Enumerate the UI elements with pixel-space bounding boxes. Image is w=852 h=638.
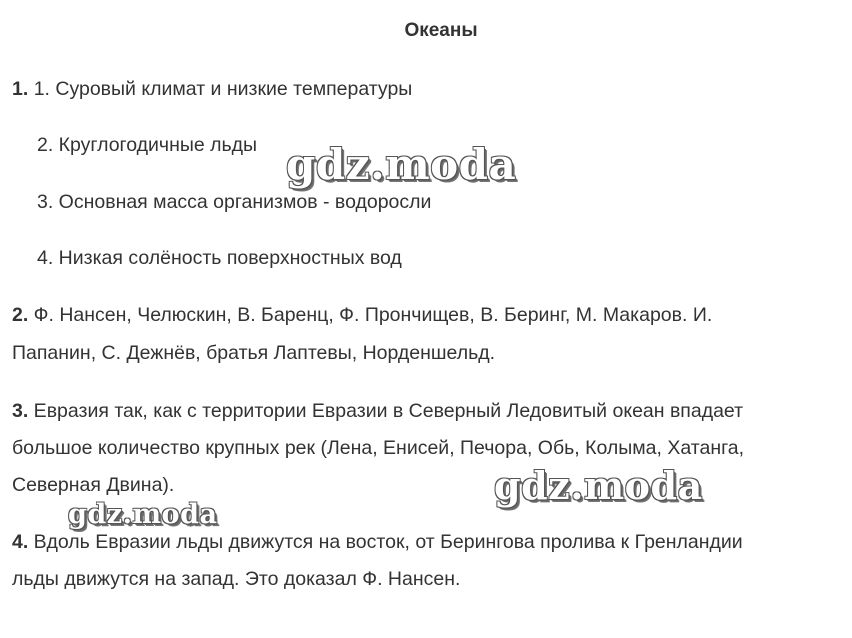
answer-3-number: 3.	[12, 400, 29, 422]
answer-2-line-1	[12, 303, 712, 327]
answer-4-number: 4.	[12, 531, 29, 553]
answer-2-line-2: Папанин, С. Дежнёв, братья Лаптевы, Норденшельд.	[12, 342, 496, 364]
answer-1-item-3: 3. Основная масса организмов - водоросли	[37, 191, 432, 213]
answer-3-line-1	[12, 399, 743, 423]
answer-1-line-1	[12, 77, 412, 101]
answer-4-text-1: Вдоль Евразии льды движутся на восток, от Берингова пролива к Гренландии	[28, 531, 743, 553]
answer-1-item-1: 1. Суровый климат и низкие температуры	[33, 78, 413, 100]
answer-1-item-4: 4. Низкая солёность поверхностных вод	[37, 247, 402, 269]
answer-3-line-2: большое количество крупных рек (Лена, Енисей, Печора, Обь, Колыма, Хатанга,	[12, 437, 745, 459]
answer-4-line-2: льды движутся на запад. Это доказал Ф. Нансен.	[12, 568, 461, 590]
answer-1-item-2: 2. Круглогодичные льды	[37, 134, 258, 156]
answer-4-line-1	[12, 530, 743, 554]
answer-3-text-1: Евразия так, как с территории Евразии в Северный Ледовитый океан впадает	[28, 400, 744, 422]
answer-2-number: 2.	[12, 304, 29, 326]
watermark-logo: gdz.moda	[494, 463, 703, 508]
page-title: Океаны	[404, 20, 478, 41]
watermark-logo: gdz.moda	[286, 140, 517, 189]
answer-1-number: 1.	[12, 78, 29, 100]
watermark-logo: gdz.moda	[68, 499, 218, 530]
answer-2-text-1: Ф. Нансен, Челюскин, В. Баренц, Ф. Прончищев, В. Беринг, М. Макаров. И.	[28, 304, 713, 326]
answer-3-line-3: Северная Двина).	[12, 474, 175, 496]
